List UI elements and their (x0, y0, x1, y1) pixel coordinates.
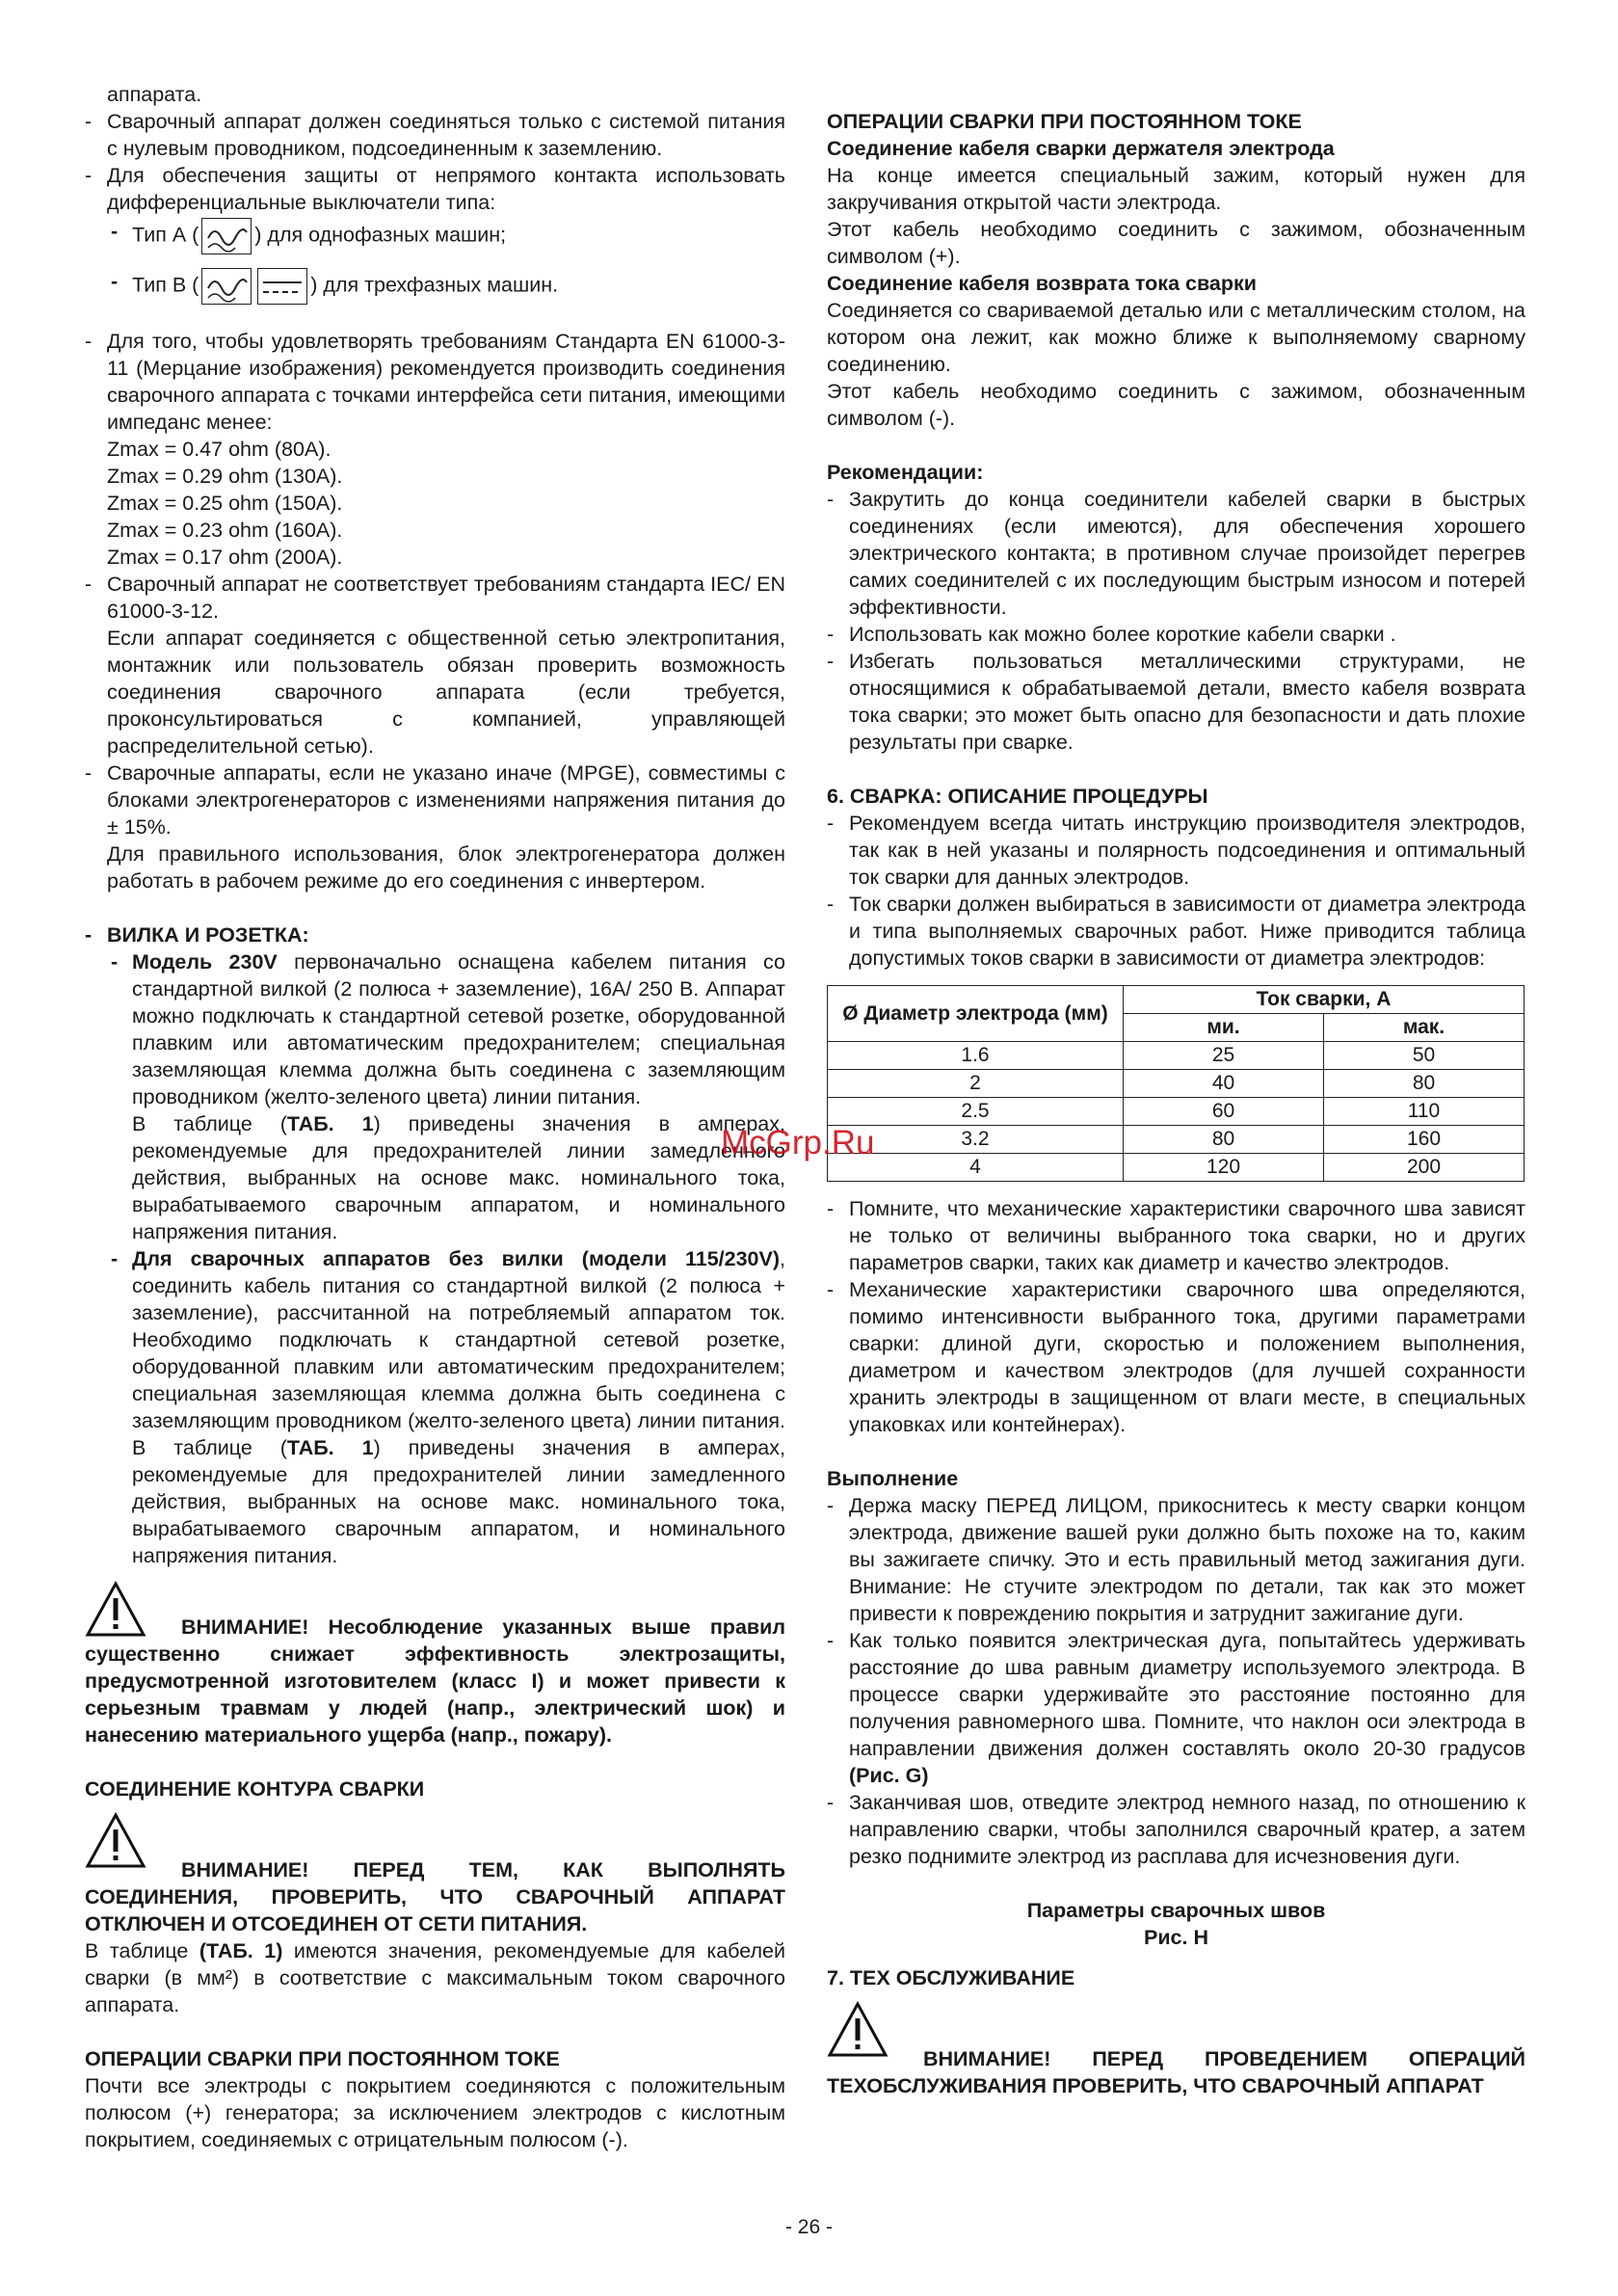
table-row (828, 1154, 1525, 1182)
text: ) приведены значения в амперах, рекомендуемые для предохранителей линии замедленного действия, выбранных на основе макс. номинального тока, вырабатываемого сварочным аппаратом, и номинального напряжения питания. (132, 1436, 785, 1567)
paragraph: Почти все электроды с покрытием соединяются с положительным полюсом (+) генератора; за исключением электродов с кислотным покрытием, соединяемых с отрицательным полюсом (-). (85, 2074, 785, 2151)
cell-max: 200 (1324, 1154, 1525, 1182)
paragraph (85, 1937, 785, 2018)
bold-text: ТАБ. 1 (286, 1112, 374, 1135)
warning-triangle-icon (827, 2001, 889, 2059)
list-item: - Ток сварки должен выбираться в зависимости от диаметра электрода и типа выполняемых сварочных работ. Ниже приводится таблица допустимых токов сварки в зависимости от диаметра электродов: (827, 891, 1525, 972)
section-heading-6: 6. СВАРКА: ОПИСАНИЕ ПРОЦЕДУРЫ (827, 785, 1208, 808)
ac-wave-icon (201, 268, 252, 305)
list-item: - Заканчивая шов, отведите электрод немного назад, по отношению к направлению сварки, чтобы заполнился сварочный кратер, а затем резко поднимите электрод из расплава для исчезновения дуги. (827, 1789, 1525, 1870)
list-item (85, 948, 785, 1110)
rcd-type-a (85, 218, 785, 254)
page-number: - 26 - (784, 2216, 833, 2238)
cell-diameter: 2 (828, 1070, 1124, 1098)
paragraph: Если аппарат соединяется с общественной сетью электропитания, монтажник или пользователь обязан проверить возможность соединения сварочного аппарата (если требуется, проконсультироваться с компанией, управляющей распределительной сетью). (107, 627, 785, 758)
bold-text: ТАБ. 1 (286, 1436, 374, 1459)
text: В таблице ( (132, 1112, 287, 1135)
warning-text: ВНИМАНИЕ! ПЕРЕД ТЕМ, КАК ВЫПОЛНЯТЬ СОЕДИНЕНИЯ, ПРОВЕРИТЬ, ЧТО СВАРОЧНЫЙ АППАРАТ ОТКЛЮЧЕН И ОТСОЕДИНЕН ОТ СЕТИ ПИТАНИЯ. (85, 1858, 785, 1936)
bold-text: Модель 230V (132, 950, 278, 974)
list-item: - Механические характеристики сварочного шва определяются, помимо интенсивности выбранного тока, другими параметрами сварки: длиной дуги, скоростью и положением выполнения, диаметром и качеством электродов (для лучшей сохранности хранить электроды в защищенном от влаги месте, в специальных упаковках или контейнерах). (827, 1276, 1525, 1438)
ac-wave-icon (201, 218, 252, 254)
list-item: - Закрутить до конца соединители кабелей сварки в быстрых соединениях (если имеются), для обеспечения хорошего электрического контакта; в противном случае произойдет перегрев самих соединителей с их последующим быстрым износом и потерей эффективности. (827, 486, 1525, 621)
figure-label: Рис. H (1144, 1926, 1208, 1949)
paragraph: Этот кабель необходимо соединить с зажимом, обозначенным символом (-). (827, 380, 1525, 430)
section-heading-circuit: СОЕДИНЕНИЕ КОНТУРА СВАРКИ (85, 1777, 425, 1801)
table-row (828, 1126, 1525, 1154)
bold-text: Для сварочных аппаратов без вилки (модели 115/230V) (132, 1247, 781, 1270)
paragraph: аппарата. (107, 83, 202, 106)
type-a-suffix: ) для однофазных машин; (254, 223, 507, 247)
table-header-max: мак. (1324, 1014, 1525, 1042)
list-item: - Помните, что механические характеристики сварочного шва зависят не только от величины выбранного тока сварки, но и других параметров сварки, таких как диаметр и качество электродов. (827, 1195, 1525, 1276)
table-header-current: Ток сварки, А (1124, 986, 1525, 1014)
current-table (827, 985, 1525, 1182)
warning-block (85, 1812, 785, 1937)
list-item: - Сварочные аппараты, если не указано иначе (MPGE), совместимы с блоками электрогенераторов с изменениями напряжения питания до ± 15%. (85, 760, 785, 841)
type-b-suffix: ) для трехфазных машин. (310, 273, 559, 297)
table-header-min: ми. (1124, 1014, 1324, 1042)
list-item: - Для того, чтобы удовлетворять требованиям Стандарта EN 61000-3-11 (Мерцание изображения) рекомендуется производить соединения сварочного аппарата с точками интерфейса сети питания, имеющими импеданс менее: (85, 328, 785, 436)
list-item: - Избегать пользоваться металлическими структурами, не относящимися к обрабатываемой детали, вместо кабеля возврата тока сварки; это может быть опасно для безопасности и дать плохие результаты при сварке. (827, 648, 1525, 756)
paragraph (85, 1110, 785, 1245)
subheading-return: Соединение кабеля возврата тока сварки (827, 272, 1257, 295)
zmax-line: Zmax = 0.17 ohm (200A). (107, 546, 343, 569)
subheading-recommendations: Рекомендации: (827, 461, 984, 484)
section-heading-7: 7. ТЕХ ОБСЛУЖИВАНИЕ (827, 1966, 1075, 1989)
list-item: - Использовать как можно более короткие кабели сварки . (827, 621, 1525, 648)
watermark: McGrp.Ru (721, 1124, 875, 1161)
cell-min: 25 (1124, 1042, 1324, 1070)
cell-diameter: 2.5 (828, 1098, 1124, 1126)
section-heading-plug: - ВИЛКА И РОЗЕТКА: (85, 921, 785, 948)
text: В таблице (85, 1939, 199, 1962)
cell-min: 120 (1124, 1154, 1324, 1182)
text: Как только появится электрическая дуга, попытайтесь удерживать расстояние до шва равным диаметру используемого электрода. В процессе сварки удерживайте это расстояние постоянно для получения равномерного шва. Помните, что наклон оси электрода в направлении движения должен составлять около 20-30 градусов (849, 1629, 1525, 1760)
warning-triangle-icon (85, 1581, 146, 1639)
cell-diameter: 1.6 (828, 1042, 1124, 1070)
zmax-line: Zmax = 0.29 ohm (130A). (107, 465, 343, 488)
text: первоначально оснащена кабелем питания со стандартной вилкой (2 полюса + заземление), 16А/ 250 В. Аппарат можно подключать к стандартной сетевой розетке, оборудованной плавким или автоматическим предохранителем; специальная заземляющая клемма должна быть соединена с заземляющим проводником (желто-зеленого цвета) линии питания. (132, 950, 785, 1108)
left-column (85, 81, 785, 2153)
paragraph: Для правильного использования, блок электрогенератора должен работать в рабочем режиме до его соединения с инвертером. (107, 842, 785, 893)
subheading-execution: Выполнение (827, 1467, 959, 1490)
warning-block (85, 1581, 785, 1749)
list-item: - Сварочный аппарат не соответствует требованиям стандарта IEC/ EN 61000-3-12. (85, 571, 785, 625)
warning-block (827, 2001, 1525, 2099)
cell-min: 60 (1124, 1098, 1324, 1126)
text: ) приведены значения в амперах, рекомендуемые для предохранителей линии замедленного действия, выбранных на основе макс. номинального тока, вырабатываемого сварочным аппаратом, и номинального напряжения питания. (132, 1112, 785, 1243)
cell-max: 50 (1324, 1042, 1525, 1070)
cell-max: 80 (1324, 1070, 1525, 1098)
list-item: - Рекомендуем всегда читать инструкцию производителя электродов, так как в ней указаны и полярность подсоединения и оптимальный ток сварки для данных электродов. (827, 810, 1525, 891)
warning-text: ВНИМАНИЕ! ПЕРЕД ПРОВЕДЕНИЕМ ОПЕРАЦИЙ ТЕХОБСЛУЖИВАНИЯ ПРОВЕРИТЬ, ЧТО СВАРОЧНЫЙ АППАРАТ (827, 2047, 1525, 2097)
bold-text: (Рис. G) (849, 1764, 929, 1787)
list-item: - Сварочный аппарат должен соединяться только с системой питания с нулевым проводником, подсоединенным к заземлению. (85, 108, 785, 162)
cell-max: 160 (1324, 1126, 1525, 1154)
text: , соединить кабель питания со стандартной вилкой (2 полюса + заземление), рассчитанной на потребляемый аппаратом ток. Необходимо подключать к стандартной сетевой розетке, оборудованной плавким или автоматическим предохранителем; специальная заземляющая клемма должна быть соединена с заземляющим проводником (желто-зеленого цвета) линии питания. В таблице ( (132, 1247, 785, 1459)
list-item: - Для обеспечения защиты от непрямого контакта использовать дифференциальные выключатели типа: (85, 162, 785, 216)
cell-diameter: 4 (828, 1154, 1124, 1182)
cell-diameter: 3.2 (828, 1126, 1124, 1154)
cell-max: 110 (1324, 1098, 1525, 1126)
bold-text: (ТАБ. 1) (199, 1939, 283, 1962)
right-column (827, 108, 1525, 2099)
rcd-type-b (85, 268, 785, 307)
paragraph: На конце имеется специальный зажим, который нужен для закручивания открытой части электрода. (827, 164, 1525, 214)
figure-title: Параметры сварочных швов (1026, 1899, 1326, 1922)
text: имеются значения, рекомендуемые для кабелей сварки (в мм²) в соответствие с максимальным током сварочного аппарата. (85, 1939, 785, 2016)
list-item (827, 1627, 1525, 1789)
list-item (85, 1245, 785, 1569)
table-row (828, 1042, 1525, 1070)
zmax-line: Zmax = 0.25 ohm (150A). (107, 492, 343, 515)
zmax-line: Zmax = 0.47 ohm (80A). (107, 438, 332, 461)
list-item: - Держа маску ПЕРЕД ЛИЦОМ, прикоснитесь к месту сварки концом электрода, движение вашей руки должно быть похоже на то, каким вы зажигаете спичку. Это и есть правильный метод зажигания дуги. Внимание: Не стучите электродом по детали, так как это может привести к повреждению покрытия и затруднит зажигание дуги. (827, 1492, 1525, 1627)
cell-min: 80 (1124, 1126, 1324, 1154)
subheading-holder: Соединение кабеля сварки держателя электрода (827, 137, 1335, 160)
paragraph: Этот кабель необходимо соединить с зажимом, обозначенным символом (+). (827, 218, 1525, 268)
table-row (828, 1098, 1525, 1126)
zmax-line: Zmax = 0.23 ohm (160A). (107, 519, 343, 542)
section-heading-dc: ОПЕРАЦИИ СВАРКИ ПРИ ПОСТОЯННОМ ТОКЕ (827, 110, 1302, 133)
warning-text: ВНИМАНИЕ! Несоблюдение указанных выше правил существенно снижает эффективность электрозащиты, предусмотренной изготовителем (класс I) и может привести к серьезным травмам у людей (напр., электрический шок) и нанесению материального ущерба (напр., пожару). (85, 1615, 785, 1747)
dc-symbol-icon (257, 268, 307, 305)
cell-min: 40 (1124, 1070, 1324, 1098)
table-row (828, 1070, 1525, 1098)
paragraph: Соединяется со свариваемой деталью или с металлическим столом, на котором она лежит, как можно ближе к выполняемому сварному соединению. (827, 299, 1525, 376)
type-a-prefix: Тип А ( (132, 223, 199, 247)
table-header-diameter: Ø Диаметр электрода (мм) (828, 986, 1124, 1042)
warning-triangle-icon (85, 1812, 146, 1870)
section-heading-dc: ОПЕРАЦИИ СВАРКИ ПРИ ПОСТОЯННОМ ТОКЕ (85, 2047, 560, 2070)
type-b-prefix: Тип В ( (132, 273, 199, 297)
